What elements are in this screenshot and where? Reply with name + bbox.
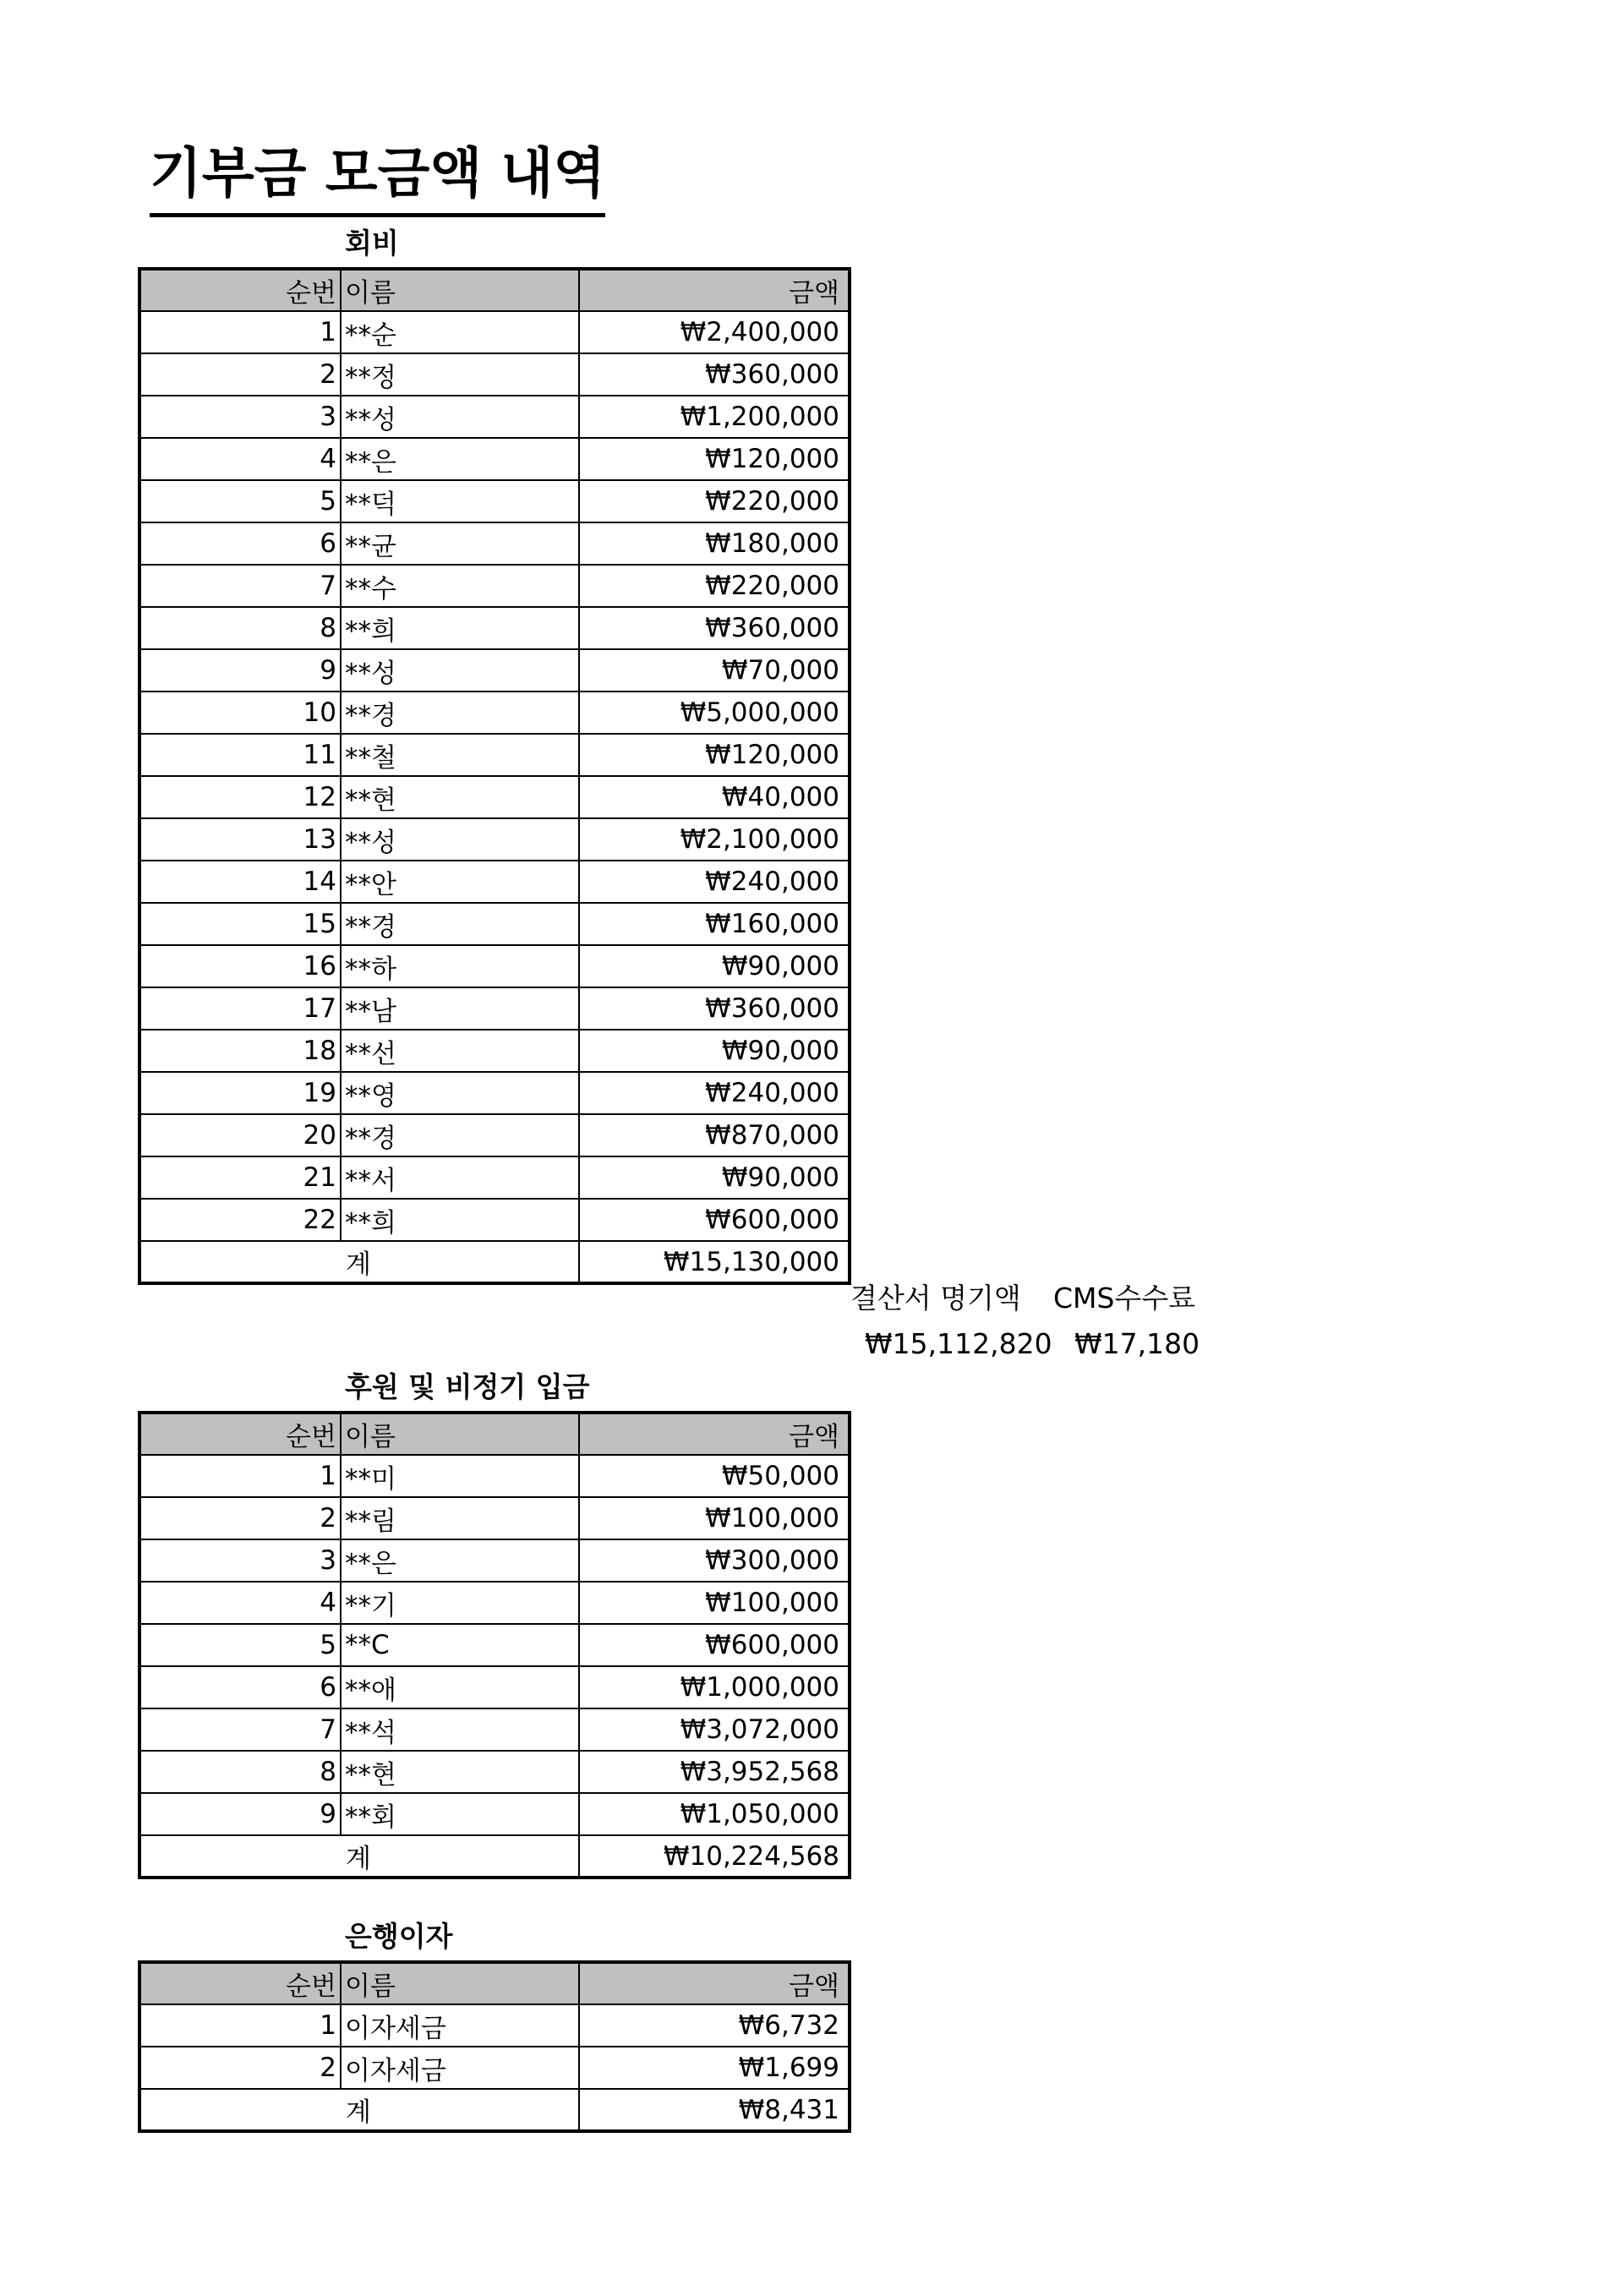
header-number: 순번	[139, 269, 341, 311]
row-number: 3	[139, 396, 341, 438]
row-name: **정	[341, 353, 579, 396]
table-header-row	[139, 1962, 850, 2004]
row-name: **은	[341, 1539, 579, 1582]
header-amount: 금액	[579, 1962, 850, 2004]
dues-table	[138, 267, 851, 1285]
row-name: **성	[341, 818, 579, 861]
table-row	[139, 2004, 850, 2047]
total-row	[139, 2089, 850, 2131]
row-name: **수	[341, 565, 579, 607]
row-number: 6	[139, 522, 341, 565]
table-row	[139, 1072, 850, 1114]
header-name: 이름	[341, 1413, 579, 1455]
table-header-row	[139, 269, 850, 311]
row-number: 2	[139, 1497, 341, 1539]
row-amount: ₩240,000	[579, 861, 850, 903]
table-row	[139, 607, 850, 649]
row-name: **희	[341, 1199, 579, 1241]
row-name: **영	[341, 1072, 579, 1114]
row-number: 1	[139, 311, 341, 353]
total-amount: ₩8,431	[579, 2089, 850, 2131]
interest-table	[138, 1960, 851, 2133]
row-name: **희	[341, 607, 579, 649]
row-number: 5	[139, 1624, 341, 1666]
row-number: 21	[139, 1156, 341, 1199]
row-name: **남	[341, 987, 579, 1030]
row-number: 18	[139, 1030, 341, 1072]
row-amount: ₩70,000	[579, 649, 850, 692]
row-name: **경	[341, 1114, 579, 1156]
header-amount: 금액	[579, 1413, 850, 1455]
section-label-dues: 회비	[345, 227, 399, 260]
header-number: 순번	[139, 1413, 341, 1455]
total-row	[139, 1241, 850, 1283]
table-row	[139, 1199, 850, 1241]
row-amount: ₩1,000,000	[579, 1666, 850, 1708]
row-name: **하	[341, 945, 579, 987]
total-label: 계	[139, 2089, 579, 2131]
table-row	[139, 1666, 850, 1708]
row-amount: ₩50,000	[579, 1455, 850, 1497]
row-name: **애	[341, 1666, 579, 1708]
table-row	[139, 903, 850, 945]
row-amount: ₩360,000	[579, 607, 850, 649]
row-amount: ₩360,000	[579, 353, 850, 396]
table-row	[139, 311, 850, 353]
row-number: 19	[139, 1072, 341, 1114]
row-number: 4	[139, 1582, 341, 1624]
table-row	[139, 565, 850, 607]
table-row	[139, 776, 850, 818]
table-row	[139, 1582, 850, 1624]
row-name: **미	[341, 1455, 579, 1497]
row-amount: ₩100,000	[579, 1497, 850, 1539]
row-amount: ₩90,000	[579, 945, 850, 987]
row-amount: ₩870,000	[579, 1114, 850, 1156]
table-row	[139, 2047, 850, 2089]
table-row	[139, 480, 850, 522]
row-name: 이자세금	[341, 2004, 579, 2047]
row-amount: ₩360,000	[579, 987, 850, 1030]
total-label: 계	[139, 1835, 579, 1878]
row-name: **현	[341, 776, 579, 818]
row-amount: ₩240,000	[579, 1072, 850, 1114]
row-number: 11	[139, 734, 341, 776]
table-row	[139, 1455, 850, 1497]
row-number: 7	[139, 565, 341, 607]
row-amount: ₩3,952,568	[579, 1751, 850, 1793]
row-name: **철	[341, 734, 579, 776]
row-number: 8	[139, 607, 341, 649]
row-name: **림	[341, 1497, 579, 1539]
header-name: 이름	[341, 269, 579, 311]
row-number: 17	[139, 987, 341, 1030]
header-amount: 금액	[579, 269, 850, 311]
row-amount: ₩600,000	[579, 1199, 850, 1241]
row-number: 22	[139, 1199, 341, 1241]
table-row	[139, 353, 850, 396]
row-number: 7	[139, 1708, 341, 1751]
cms-fee-label: CMS수수료	[1053, 1282, 1196, 1315]
row-name: **성	[341, 649, 579, 692]
table-row	[139, 1708, 850, 1751]
row-number: 15	[139, 903, 341, 945]
row-name: **C	[341, 1624, 579, 1666]
table-row	[139, 1030, 850, 1072]
row-amount: ₩600,000	[579, 1624, 850, 1666]
row-amount: ₩40,000	[579, 776, 850, 818]
page-title: 기부금 모금액 내역	[150, 137, 605, 217]
row-number: 2	[139, 353, 341, 396]
row-number: 20	[139, 1114, 341, 1156]
table-row	[139, 734, 850, 776]
row-name: **기	[341, 1582, 579, 1624]
total-label: 계	[139, 1241, 579, 1283]
row-number: 2	[139, 2047, 341, 2089]
statement-amount-value: ₩15,112,820	[865, 1327, 1052, 1360]
row-amount: ₩1,699	[579, 2047, 850, 2089]
row-amount: ₩2,100,000	[579, 818, 850, 861]
row-name: **경	[341, 903, 579, 945]
row-number: 12	[139, 776, 341, 818]
table-row	[139, 945, 850, 987]
row-number: 1	[139, 2004, 341, 2047]
table-row	[139, 861, 850, 903]
statement-amount-label: 결산서 명기액	[850, 1282, 1021, 1315]
row-amount: ₩160,000	[579, 903, 850, 945]
row-amount: ₩6,732	[579, 2004, 850, 2047]
table-row	[139, 522, 850, 565]
row-amount: ₩1,050,000	[579, 1793, 850, 1835]
table-row	[139, 438, 850, 480]
row-name: **선	[341, 1030, 579, 1072]
row-number: 3	[139, 1539, 341, 1582]
row-name: **회	[341, 1793, 579, 1835]
total-amount: ₩15,130,000	[579, 1241, 850, 1283]
row-name: **현	[341, 1751, 579, 1793]
total-row	[139, 1835, 850, 1878]
table-row	[139, 987, 850, 1030]
table-row	[139, 692, 850, 734]
row-number: 16	[139, 945, 341, 987]
donations-table	[138, 1411, 851, 1879]
row-name: **경	[341, 692, 579, 734]
row-number: 9	[139, 649, 341, 692]
table-row	[139, 1793, 850, 1835]
row-amount: ₩2,400,000	[579, 311, 850, 353]
row-amount: ₩5,000,000	[579, 692, 850, 734]
table-row	[139, 1539, 850, 1582]
section-label-donations: 후원 및 비정기 입금	[345, 1370, 590, 1403]
row-amount: ₩300,000	[579, 1539, 850, 1582]
row-number: 9	[139, 1793, 341, 1835]
table-row	[139, 1624, 850, 1666]
row-name: **균	[341, 522, 579, 565]
row-amount: ₩1,200,000	[579, 396, 850, 438]
row-amount: ₩120,000	[579, 734, 850, 776]
cms-fee-value: ₩17,180	[1074, 1327, 1200, 1360]
row-amount: ₩180,000	[579, 522, 850, 565]
table-row	[139, 1156, 850, 1199]
row-amount: ₩90,000	[579, 1030, 850, 1072]
section-label-interest: 은행이자	[345, 1920, 453, 1953]
row-amount: ₩220,000	[579, 565, 850, 607]
row-number: 8	[139, 1751, 341, 1793]
row-number: 14	[139, 861, 341, 903]
header-number: 순번	[139, 1962, 341, 2004]
row-number: 13	[139, 818, 341, 861]
row-number: 4	[139, 438, 341, 480]
row-amount: ₩3,072,000	[579, 1708, 850, 1751]
row-amount: ₩100,000	[579, 1582, 850, 1624]
table-row	[139, 1497, 850, 1539]
row-number: 6	[139, 1666, 341, 1708]
table-row	[139, 1114, 850, 1156]
row-name: **안	[341, 861, 579, 903]
row-name: **은	[341, 438, 579, 480]
row-name: **성	[341, 396, 579, 438]
row-amount: ₩90,000	[579, 1156, 850, 1199]
table-row	[139, 649, 850, 692]
row-name: **석	[341, 1708, 579, 1751]
row-name: **덕	[341, 480, 579, 522]
row-number: 10	[139, 692, 341, 734]
total-amount: ₩10,224,568	[579, 1835, 850, 1878]
row-name: **순	[341, 311, 579, 353]
table-row	[139, 1751, 850, 1793]
table-row	[139, 396, 850, 438]
header-name: 이름	[341, 1962, 579, 2004]
row-amount: ₩120,000	[579, 438, 850, 480]
row-amount: ₩220,000	[579, 480, 850, 522]
row-number: 5	[139, 480, 341, 522]
table-header-row	[139, 1413, 850, 1455]
row-number: 1	[139, 1455, 341, 1497]
row-name: **서	[341, 1156, 579, 1199]
table-row	[139, 818, 850, 861]
row-name: 이자세금	[341, 2047, 579, 2089]
